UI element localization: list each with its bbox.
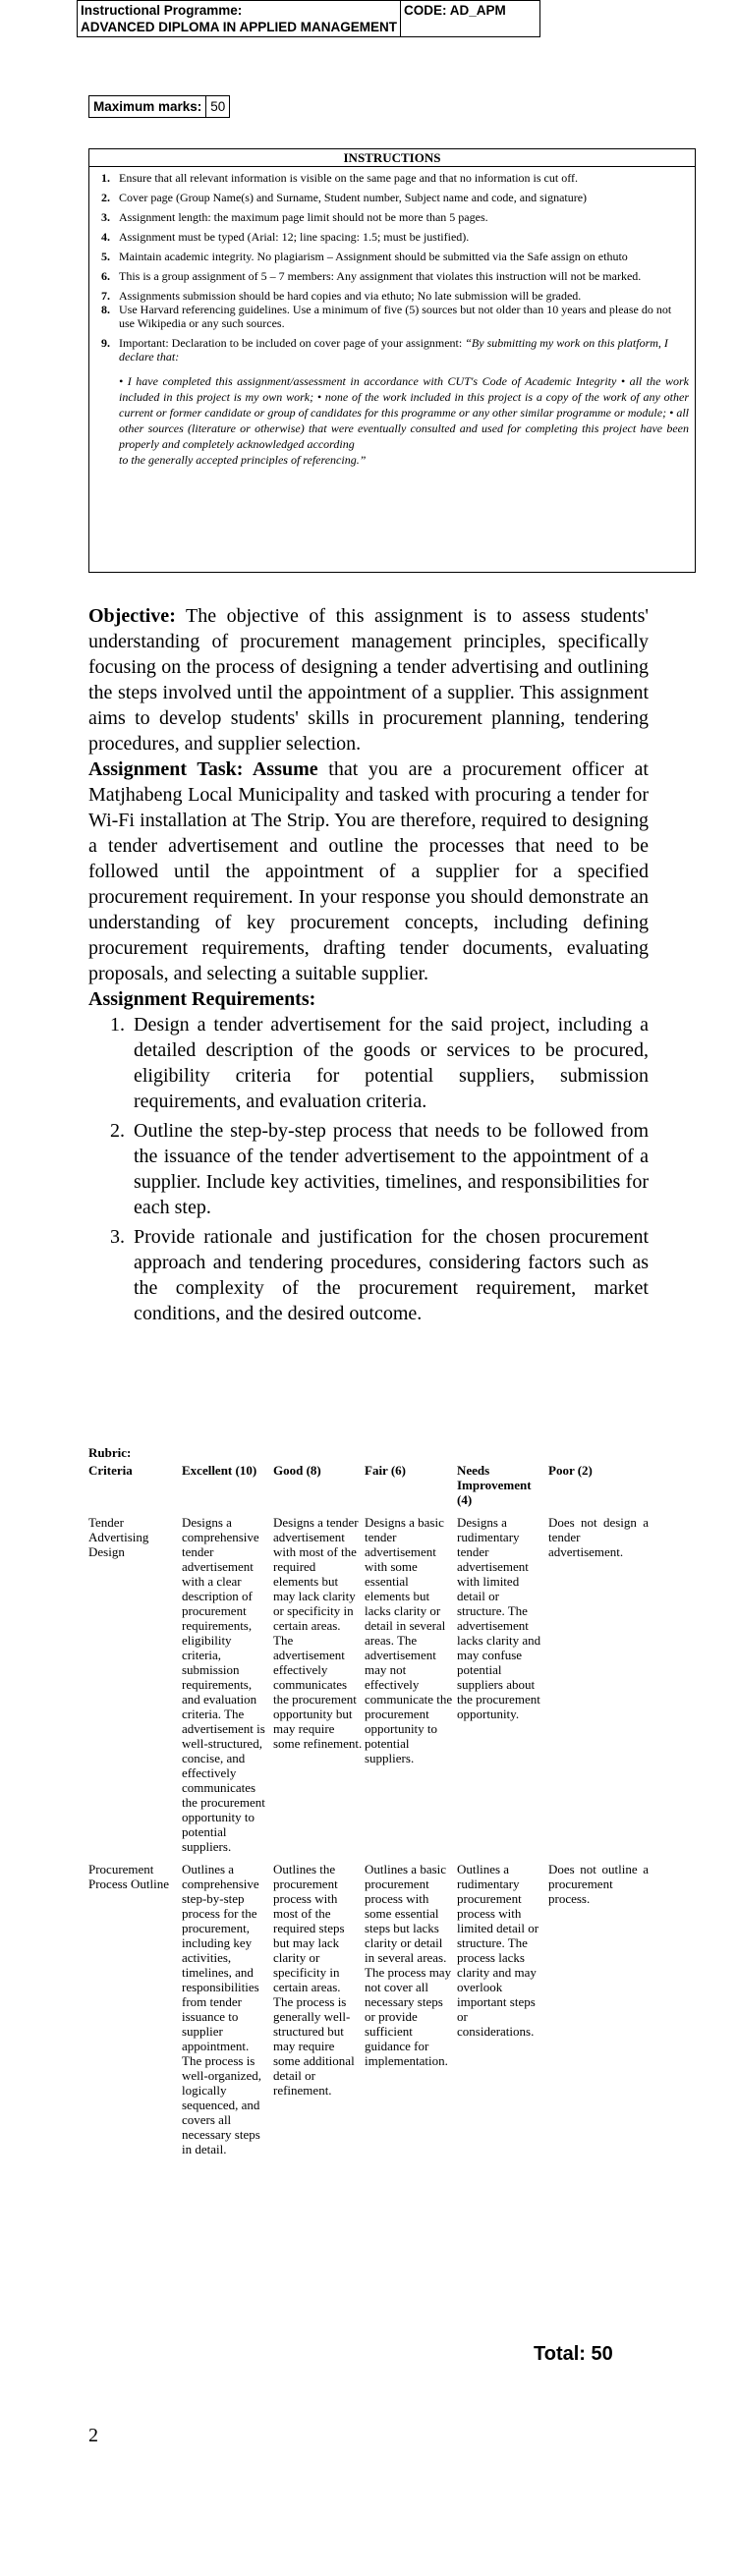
instructions-box [88, 148, 696, 573]
rubric-good: Outlines the procurement process with most of the required steps but may lack clarity or specificity in certain areas. The process is generally well-structured but may require some additional detail or refinement. [273, 1862, 355, 2098]
assignment-body [88, 603, 649, 1326]
instruction-item: 4. Assignment must be typed (Arial: 12; line spacing: 1.5; must be justified). [101, 230, 470, 244]
requirement-item: 3. Provide rationale and justification for the chosen procurement approach and tendering procedures, considering factors such as the complexity of the procurement requirement, market conditions, and the desired outcome. [110, 1226, 649, 1324]
instructions-title: INSTRUCTIONS [89, 149, 695, 167]
instruction-item: 2. Cover page (Group Name(s) and Surname, Student number, Subject name and code, and signature) [101, 191, 588, 204]
rubric-header: Criteria [88, 1463, 133, 1478]
rubric-poor: Does not design a tender advertisement. [548, 1515, 649, 1559]
instruction-item: 1. Ensure that all relevant information is visible on the same page and that no information is cut off. [101, 171, 578, 185]
maximum-marks-box [88, 95, 230, 118]
rubric-header-row [88, 1463, 651, 1515]
declaration-text: • I have completed this assignment/assessment in accordance with CUT's Code of Academic Integrity • all the work included in this project is my own work; • none of the work included in this project is a copy of the work of any other current or former candidate or group of candidates for this programme or any other similar programme or module; • all other sources (literature or otherwise) that were eventually consulted and used for completing this project have been properly and completely acknowledged according to the generally accepted principles of referencing.” [119, 374, 689, 467]
rubric-good: Designs a tender advertisement with most of the required elements but may lack clarity or specificity in certain areas. The advertisement effectively communicates the procurement opportunity but may require some refinement. [273, 1515, 363, 1751]
rubric-label: Rubric: [88, 1445, 132, 1460]
course-code: CODE: AD_APM [401, 1, 540, 37]
programme-name: ADVANCED DIPLOMA IN APPLIED MANAGEMENT [81, 20, 398, 34]
rubric-header: Excellent (10) [182, 1463, 257, 1478]
rubric-needs-improvement: Outlines a rudimentary procurement process with limited detail or structure. The process lacks clarity and may overlook important steps or considerations. [457, 1862, 539, 2039]
rubric-needs-improvement: Designs a rudimentary tender advertisement with limited detail or structure. The advertisement lacks clarity and may confuse potential suppliers about the procurement opportunity. [457, 1515, 541, 1721]
rubric-fair: Outlines a basic procurement process with some essential steps but lacks clarity or detail in several areas. The process may not cover all necessary steps or provide sufficient guidance for implementation. [365, 1862, 452, 2068]
declaration-end: to the generally accepted principles of referencing.” [119, 453, 367, 467]
task-paragraph: Assignment Task: Assume that you are a procurement officer at Matjhabeng Local Municipality and tasked with procuring a tender for Wi-Fi installation at The Strip. You are therefore, required to designing a tender advertisement and outline the processes that need to be followed until the appointment of a supplier for a specified procurement requirement. In your response you should demonstrate an understanding of key procurement concepts, including defining procurement requirements, drafting tender documents, evaluating proposals, and selecting a suitable supplier. [88, 758, 649, 984]
requirements-heading: Assignment Requirements: [88, 988, 316, 1010]
rubric-table [88, 1463, 651, 2164]
instruction-item: 5. Maintain academic integrity. No plagiarism – Assignment should be submitted via the Safe assign on ethuto [101, 250, 628, 263]
rubric-criteria: Tender Advertising Design [88, 1515, 149, 1559]
programme-label: Instructional Programme: [81, 3, 243, 18]
programme-cell [78, 1, 401, 37]
instruction-item: 7. Assignments submission should be hard copies and via ethuto; No late submission will be graded. [101, 289, 582, 303]
rubric-header: Poor (2) [548, 1463, 593, 1478]
rubric-poor: Does not outline a procurement process. [548, 1862, 649, 1906]
page-number: 2 [88, 2425, 98, 2446]
requirement-item: 1. Design a tender advertisement for the said project, including a detailed description of the goods or services to be procured, eligibility criteria for potential suppliers, submission requirements, and evaluation criteria. [110, 1014, 649, 1112]
maximum-marks-label: Maximum marks: [89, 96, 206, 118]
rubric-row [88, 1515, 651, 1862]
rubric-header: Fair (6) [365, 1463, 406, 1478]
rubric-row [88, 1862, 651, 2164]
requirements-list [110, 1012, 649, 1326]
programme-header [77, 0, 540, 37]
rubric-header: Good (8) [273, 1463, 321, 1478]
rubric-excellent: Outlines a comprehensive step-by-step process for the procurement, including key activities, timelines, and responsibilities from tender issuance to supplier appointment. The process is well-organized, logically sequenced, and covers all necessary steps in detail. [182, 1862, 261, 2156]
maximum-marks-value: 50 [206, 96, 230, 118]
instruction-item: 9. Important: Declaration to be included on cover page of your assignment: “By submitting my work on this platform, I declare that: [101, 336, 668, 364]
instructions-list [89, 167, 695, 468]
instruction-item: 3. Assignment length: the maximum page limit should not be more than 5 pages. [101, 210, 488, 224]
objective-paragraph: Objective: The objective of this assignment is to assess students' understanding of procurement management principles, specifically focusing on the process of designing a tender advertising and outlining the steps involved until the appointment of a supplier. This assignment aims to develop students' skills in procurement planning, tendering procedures, and supplier selection. [88, 605, 649, 755]
total-marks: Total: 50 [534, 2343, 613, 2365]
rubric-criteria: Procurement Process Outline [88, 1862, 169, 1891]
instruction-item: 6. This is a group assignment of 5 – 7 members: Any assignment that violates this instruction will not be marked. [101, 269, 642, 283]
rubric-fair: Designs a basic tender advertisement with some essential elements but lacks clarity or detail in several areas. The advertisement may not effectively communicate the procurement opportunity to potential suppliers. [365, 1515, 453, 1765]
rubric-excellent: Designs a comprehensive tender advertisement with a clear description of procurement requirements, eligibility criteria, submission requirements, and evaluation criteria. The advertisement is well-structured, concise, and effectively communicates the procurement opportunity to potential suppliers. [182, 1515, 265, 1854]
instruction-item: 8. Use Harvard referencing guidelines. Use a minimum of five (5) sources but not older than 10 years and please do not use Wikipedia or any such sources. [101, 303, 672, 330]
rubric-header: Needs Improvement (4) [457, 1463, 532, 1507]
requirement-item: 2. Outline the step-by-step process that needs to be followed from the issuance of the tender advertisement to the appointment of a supplier. Include key activities, timelines, and responsibilities for each step. [110, 1120, 649, 1218]
